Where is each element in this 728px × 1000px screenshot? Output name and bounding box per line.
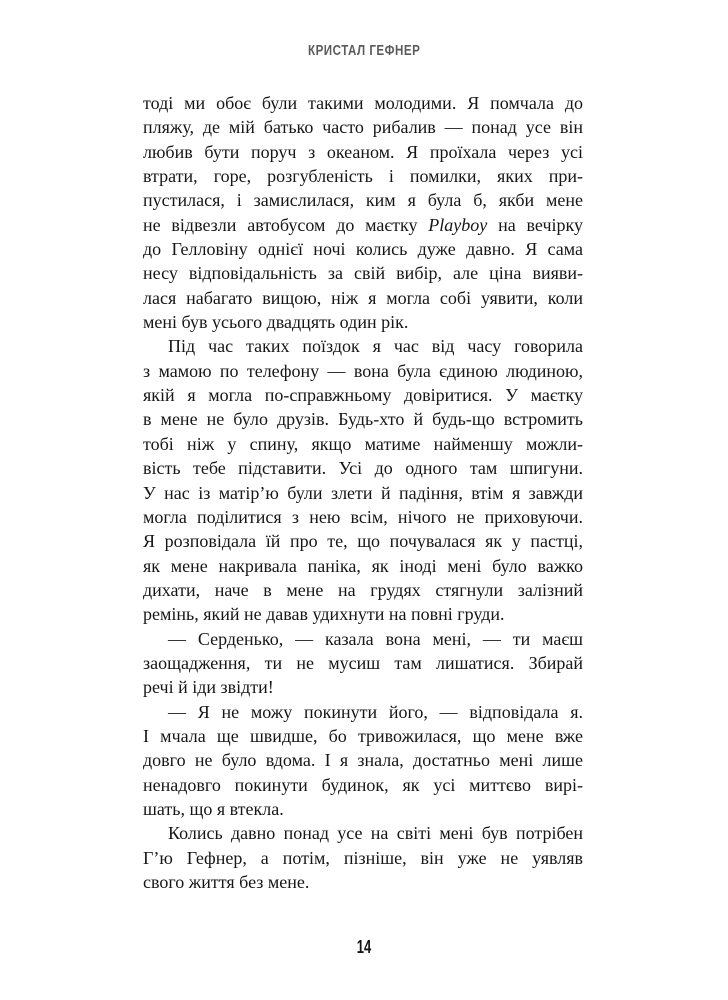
text-run: вість тебе підставити. Усі до одного там шпигуни. <box>143 458 583 479</box>
text-run: як мене накривала паніка, як іноді мені було важко <box>143 555 583 576</box>
text-line <box>143 407 583 431</box>
text-line <box>143 821 583 845</box>
text-line <box>143 748 583 772</box>
text-line <box>143 602 583 626</box>
text-line <box>143 675 583 699</box>
text-run: втрати, горе, розгубленість і помилки, яких при- <box>143 166 583 187</box>
text-run: шать, що я втекла. <box>143 798 284 819</box>
text-line <box>143 213 583 237</box>
text-line <box>143 115 583 139</box>
body-text <box>143 91 583 894</box>
text-run: несу відповідальність за свій вибір, але ціна вияви- <box>143 263 583 284</box>
text-line <box>143 91 583 115</box>
text-run: любив бути поруч з океаном. Я проїхала через усі <box>143 141 583 162</box>
text-line <box>143 724 583 748</box>
text-line <box>143 432 583 456</box>
text-run: могла поділитися з нею всім, нічого не приховуючи. <box>143 506 583 527</box>
text-run: не відвезли автобусом до маєтку <box>143 214 429 235</box>
text-run: Я розповідала їй про те, що почувалася як у пастці, <box>143 531 583 552</box>
text-run: в мене не було друзів. Будь-хто й будь-що встромить <box>143 409 583 430</box>
text-line <box>143 359 583 383</box>
text-line <box>143 627 583 651</box>
italic-text-run: Playboy <box>428 214 488 235</box>
text-line <box>143 773 583 797</box>
text-line <box>143 846 583 870</box>
text-line <box>143 578 583 602</box>
text-run: з мамою по телефону — вона була єдиною людиною, <box>143 360 583 381</box>
page-number: 14 <box>356 937 372 957</box>
text-line <box>143 286 583 310</box>
text-run: У нас із матір’ю були злети й падіння, втім я завжди <box>143 482 583 503</box>
text-run: ремінь, який не давав удихнути на повні груди. <box>143 604 505 625</box>
running-header-text: КРИСТАЛ ГЕФНЕР <box>307 43 421 59</box>
text-line <box>143 188 583 212</box>
text-line <box>143 554 583 578</box>
text-run: на вечірку <box>487 214 583 235</box>
text-line <box>143 870 583 894</box>
text-line <box>143 651 583 675</box>
text-run: дихати, наче в мене на грудях стягнули залізний <box>143 579 583 600</box>
text-run: Колись давно понад усе на світі мені був потрібен <box>168 823 583 844</box>
text-run: лася набагато вищою, ніж я могла собі уявити, коли <box>143 287 583 308</box>
text-line <box>143 505 583 529</box>
text-run: Під час таких поїздок я час від часу говорила <box>168 336 583 357</box>
text-line <box>143 481 583 505</box>
text-run: якій я могла по-справжньому довіритися. У маєтку <box>143 385 583 406</box>
text-line <box>143 529 583 553</box>
text-run: І мчала ще швидше, бо тривожилася, що мене вже <box>143 725 583 746</box>
text-run: мені був усього двадцять один рік. <box>143 312 409 333</box>
text-line <box>143 334 583 358</box>
text-run: свого життя без мене. <box>143 872 310 892</box>
text-line <box>143 700 583 724</box>
text-run: Г’ю Гефнер, а потім, пізніше, він уже не уявляв <box>143 847 583 868</box>
text-line <box>143 383 583 407</box>
text-run: довго не було вдома. І я знала, достатньо мені лише <box>143 750 583 771</box>
text-run: пляжу, де мій батько часто рибалив — понад усе він <box>143 117 583 138</box>
text-line <box>143 310 583 334</box>
text-run: заощадження, ти не мусиш там лишатися. Збирай <box>143 652 583 673</box>
text-line <box>143 456 583 480</box>
text-line <box>143 164 583 188</box>
text-run: пустилася, і замислилася, ким я була б, якби мене <box>143 190 583 211</box>
running-header <box>0 42 728 60</box>
text-run: — Я не можу покинути його, — відповідала я. <box>168 701 583 722</box>
page-number-container <box>0 937 728 958</box>
text-run: тоді ми обоє були такими молодими. Я помчала до <box>143 93 583 113</box>
text-run: до Гелловіну однієї ночі колись дуже давно. Я сама <box>143 239 583 260</box>
text-run: — Серденько, — казала вона мені, — ти маєш <box>168 628 583 649</box>
text-line <box>143 140 583 164</box>
text-run: тобі ніж у спину, якщо матиме найменшу можли- <box>143 433 583 454</box>
text-line <box>143 797 583 821</box>
text-line <box>143 237 583 261</box>
text-line <box>143 261 583 285</box>
text-run: ненадовго покинути будинок, як усі миттєво вирі- <box>143 774 583 795</box>
text-run: речі й іди звідти! <box>143 677 274 698</box>
